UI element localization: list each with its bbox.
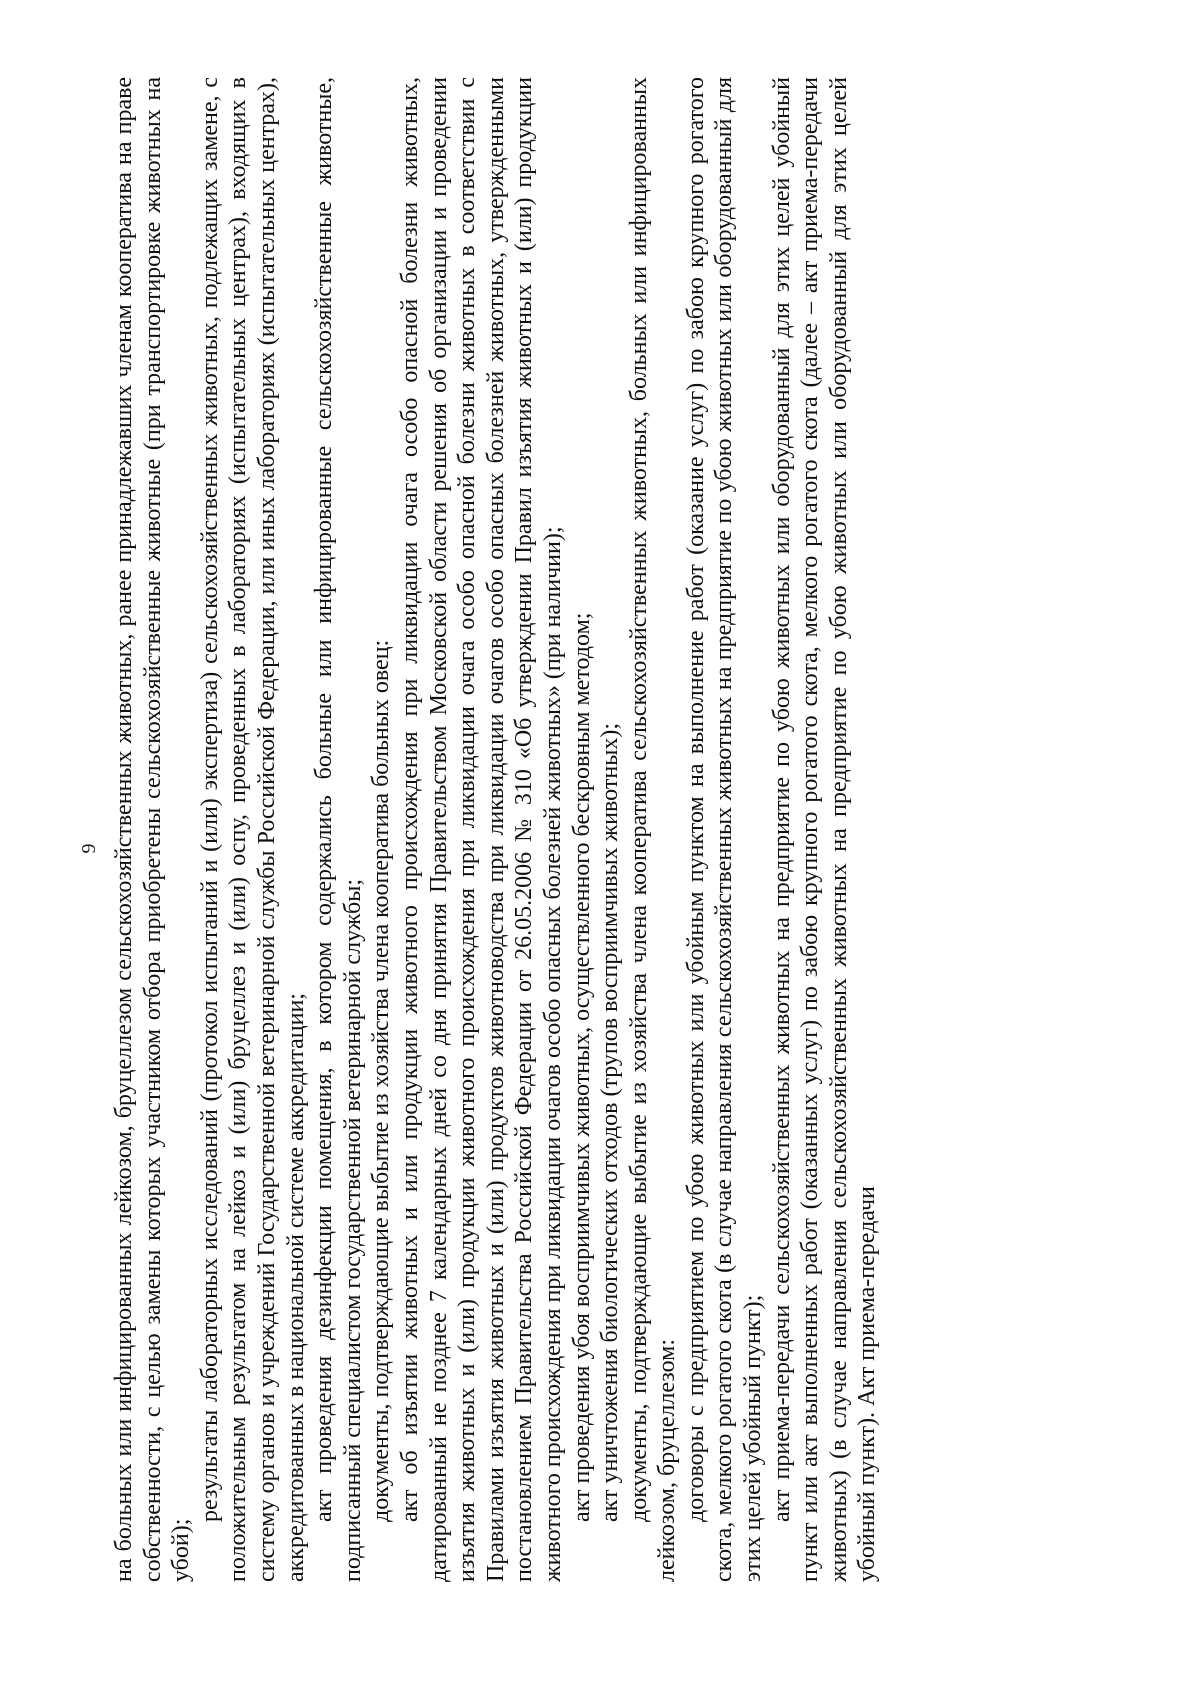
paragraph-seizure-act: акт об изъятии животных и или продукции животного происхождения при ликвидации очага особо опасной болезни животных, датированный не позднее 7 календарных дней со дня принятия Правительством Московской области решения об организации и проведении изъятия животных и (или) продукции животного происхождения при ликвидации очага особо опасной болезни животных в соответствии с Правилами изъятия животных и (или) продуктов животноводства при ликвидации очагов особо опасных болезней животных, утвержденными постановлением Правительства Российской Федерации от 26.05.2006 № 310 «Об утверждении Правил изъятия животных и (или) продукции животного происхождения при ликвидации очагов особо опасных болезней животных» (при наличии); — [396, 77, 566, 1582]
paragraph-slaughter-transport: на больных или инфицированных лейкозом, бруцеллезом сельскохозяйственных животных, ранее принадлежавших членам кооператива на праве собственности, с целью замены которых участником отбора приобретены сельскохозяйственные животные (при транспортировке животных на убой); — [111, 77, 195, 1582]
paragraph-biowaste-destruction-act: акт уничтожения биологических отходов (трупов восприимчивых животных); — [597, 723, 624, 1522]
paragraph-lab-results: результаты лабораторных исследований (протокол испытаний и (или) экспертиза) сельскохозяйственных животных, подлежащих замене, с положительным результатом на лейкоз и (или) бруцеллез и (или) оспу, проведенных в лабораториях (испытательных центрах), входящих в систему органов и учреждений Государственной ветеринарной службы Российской Федерации, или иных лабораториях (испытательных центрах), аккредитованных в национальной системе аккредитации; — [196, 77, 309, 1582]
paragraph-disinfection-act: акт проведения дезинфекции помещения, в котором содержались больные или инфицированные сельскохозяйственные животные, подписанный специалистом государственной ветеринарной службы; — [311, 77, 366, 1582]
paragraph-slaughter-contracts: договоры с предприятием по убою животных или убойным пунктом на выполнение работ (оказание услуг) по забою крупного рогатого скота, мелкого рогатого скота (в случае направления сельскохозяйственных животных на предприятие по убою животных или оборудованный для этих целей убойный пункт); — [682, 77, 767, 1582]
paragraph-bloodless-slaughter-act: акт проведения убоя восприимчивых животных, осуществленного бескровным методом; — [568, 612, 595, 1522]
page-number: 9 — [78, 843, 100, 854]
paragraph-sheep-disposal-docs: документы, подтверждающие выбытие из хозяйства члена кооператива больных овец: — [368, 639, 395, 1522]
paragraph-leukosis-disposal-docs: документы, подтверждающие выбытие из хозяйства члена кооператива сельскохозяйственных животных, больных или инфицированных лейкозом, бруцеллезом: — [625, 77, 681, 1582]
paragraph-transfer-act: акт приема-передачи сельскохозяйственных животных на предприятие по убою животных или оборудованный для этих целей убойный пункт или акт выполненных работ (оказанных услуг) по забою крупного рогатого скота, мелкого рогатого скота (далее – акт приема-передачи животных) (в случае направления сельскохозяйственных животных на предприятие по убою животных или оборудованный для этих целей убойный пункт). Акт приема-передачи — [768, 77, 881, 1582]
document-body — [110, 77, 882, 1582]
